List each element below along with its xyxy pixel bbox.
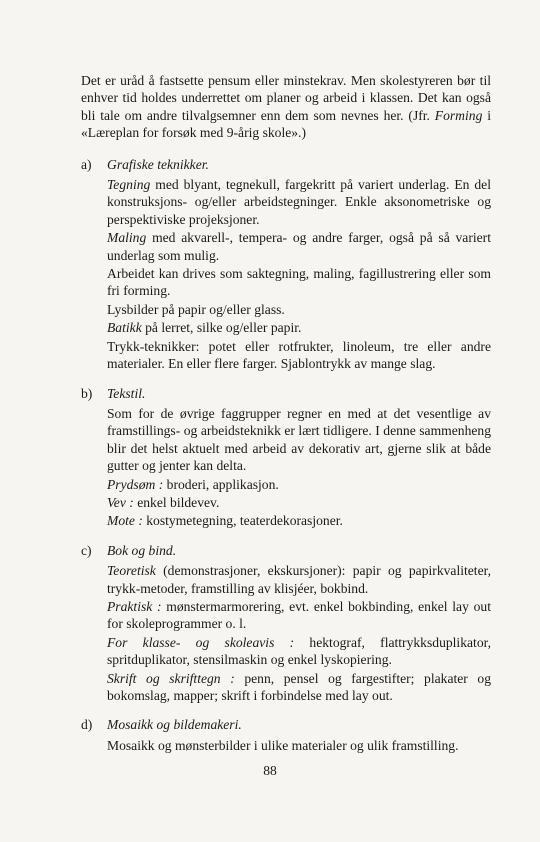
section-title: Grafiske teknikker. — [107, 156, 209, 172]
paragraph-text: på lerret, silke og/eller papir. — [141, 320, 302, 336]
section-heading — [81, 156, 491, 173]
paragraph-klasseavis — [107, 634, 491, 669]
section-tekstil — [81, 385, 491, 530]
intro-text-1: Det er uråd å fastsette pensum eller minstekrav. Men skolestyreren bør til enhver tid holdes underrettet om planer og arbeid i klassen. Det kan også bli tale om andre tilvalgsemner enn dem som nevnes her. (Jfr. — [81, 73, 491, 123]
section-letter: d) — [81, 717, 93, 733]
term: Batikk — [107, 320, 142, 336]
term: Mote : — [107, 513, 143, 529]
paragraph-mosaikk — [107, 737, 491, 754]
paragraph-teoretisk — [107, 562, 491, 597]
section-title: Tekstil. — [107, 385, 146, 401]
term: Maling — [107, 230, 147, 246]
section-grafiske-teknikker — [81, 156, 491, 373]
paragraph-praktisk — [107, 598, 491, 633]
term: Praktisk : — [107, 598, 162, 614]
paragraph-lysbilder — [107, 301, 491, 318]
paragraph-text: Lysbilder på papir og/eller glass. — [107, 301, 285, 317]
term: Prydsøm : — [107, 476, 164, 492]
paragraph-text: Trykk-teknikker: potet eller rotfrukter, linoleum, tre eller andre materialer. En eller flere farger. Sjablontrykk av mange slag. — [107, 338, 491, 372]
paragraph-prydsom — [107, 476, 491, 493]
section-letter: a) — [81, 156, 92, 172]
section-body — [107, 405, 491, 530]
paragraph-text: mønstermarmorering, evt. enkel bokbinding, enkel lay out for skoleprogrammer o. l. — [107, 598, 491, 632]
paragraph-text: penn, pensel og fargestifter; plakater og bokomslag, mapper; skrift i forbindelse med lay out. — [107, 670, 492, 703]
term: Vev : — [107, 494, 134, 510]
term: Skrift og skrifttegn : — [107, 670, 235, 686]
paragraph-text: med akvarell-, tempera- og andre farger, også på så variert underlag som mulig. — [107, 230, 491, 263]
section-heading — [81, 716, 491, 733]
paragraph-text: med blyant, tegnekull, fargekritt på variert underlag. En del konstruksjons- og/eller arbeidstegninger. Enkle aksonometriske og perspektiviske projeksjoner. — [107, 177, 491, 227]
term: Teoretisk — [107, 563, 156, 579]
paragraph-text: enkel bildevev. — [133, 494, 220, 510]
section-letter: b) — [81, 385, 93, 401]
paragraph-trykk — [107, 338, 491, 373]
paragraph-tegning — [107, 176, 491, 228]
intro-text-2: i «Læreplan for forsøk med 9-årig skole».) — [81, 107, 491, 141]
paragraph-vev — [107, 494, 491, 511]
paragraph-text: Mosaikk og mønsterbilder i ulike materialer og ulik framstilling. — [107, 737, 459, 753]
paragraph-text: (demonstrasjoner, ekskursjoner): papir og papirkvaliteter, trykk-metoder, framstilling av klisjéer, bokbind. — [107, 563, 491, 596]
paragraph-intro — [107, 405, 491, 475]
section-body — [107, 737, 491, 754]
section-title: Bok og bind. — [107, 542, 177, 558]
paragraph-text: Som for de øvrige faggrupper regner en med at det vesentlige av framstillings- og arbeidsteknikk er lært tidligere. I denne sammenheng blir det helst aktuelt med arbeid av dekorativ art, gjerne slik at både gutter og jenter kan delta. — [107, 405, 491, 474]
section-body — [107, 562, 491, 704]
paragraph-arbeidet — [107, 265, 491, 300]
section-heading — [81, 385, 491, 402]
section-heading — [81, 542, 491, 559]
paragraph-maling — [107, 229, 491, 264]
intro-paragraph — [81, 72, 491, 142]
paragraph-text: kostymetegning, teaterdekorasjoner. — [142, 513, 343, 529]
paragraph-skrift — [107, 670, 491, 705]
paragraph-text: Arbeidet kan drives som saktegning, maling, fagillustrering eller som fri forming. — [107, 266, 491, 299]
term: Tegning — [107, 177, 151, 193]
intro-term-forming: Forming — [434, 107, 483, 123]
page-content — [81, 72, 491, 766]
section-bok-og-bind — [81, 542, 491, 705]
section-letter: c) — [81, 542, 92, 558]
page-number: 88 — [263, 763, 277, 778]
paragraph-mote — [107, 512, 491, 529]
term: For klasse- og skoleavis : — [107, 634, 295, 650]
section-body — [107, 176, 491, 372]
section-mosaikk — [81, 716, 491, 754]
paragraph-text: broderi, applikasjon. — [163, 476, 279, 492]
section-title: Mosaikk og bildemakeri. — [107, 717, 242, 733]
paragraph-batikk — [107, 319, 491, 336]
paragraph-text: hektograf, flattrykksduplikator, spritduplikator, stensilmaskin og enkel lyskopiering. — [107, 634, 491, 668]
